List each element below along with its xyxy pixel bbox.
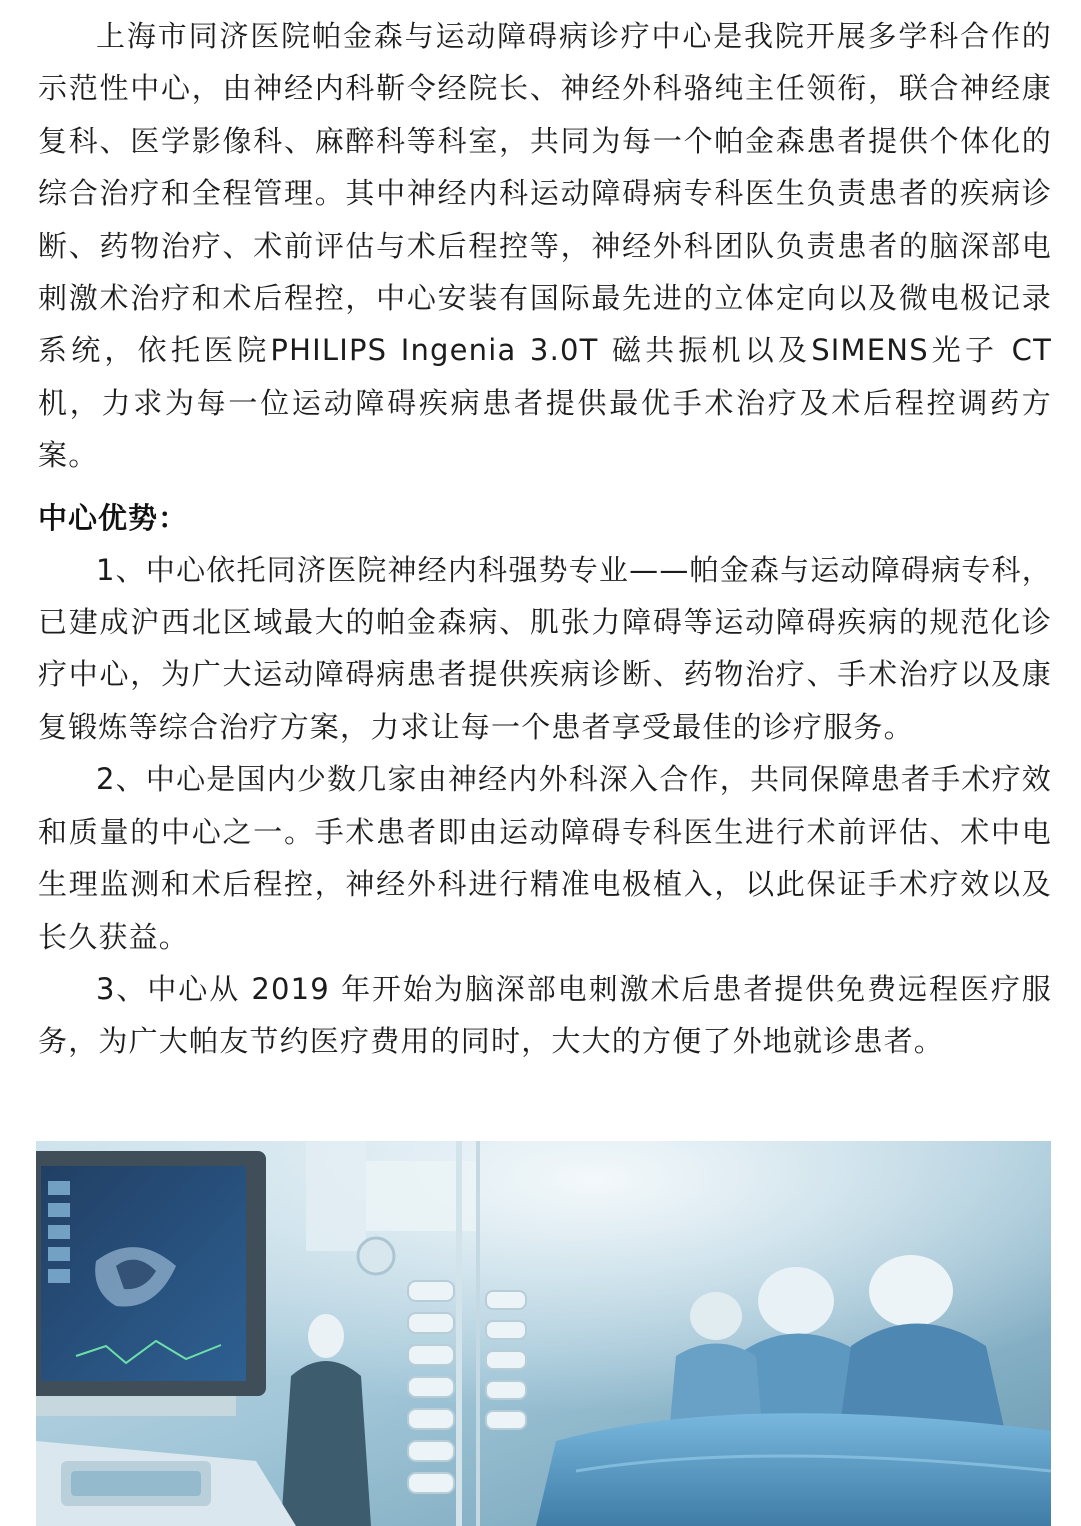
article-body: [38, 10, 1052, 1068]
operating-room-illustration: [36, 1141, 1051, 1526]
advantages-heading: 中心优势：: [38, 500, 189, 535]
advantage-item-3: 3、中心从 2019 年开始为脑深部电刺激术后患者提供免费远程医疗服务，为广大帕友节约医疗费用的同时，大大的方便了外地就诊患者。: [38, 971, 1052, 1059]
intro-paragraph: 上海市同济医院帕金森与运动障碍病诊疗中心是我院开展多学科合作的示范性中心，由神经内科靳令经院长、神经外科骆纯主任领衔，联合神经康复科、医学影像科、麻醉科等科室，共同为每一个帕金森患者提供个体化的综合治疗和全程管理。其中神经内科运动障碍病专科医生负责患者的疾病诊断、药物治疗、术前评估与术后程控等，神经外科团队负责患者的脑深部电刺激术治疗和术后程控，中心安装有国际最先进的立体定向以及微电极记录系统，依托医院PHILIPS Ingenia 3.0T 磁共振机以及SIMENS光子 CT机，力求为每一位运动障碍疾病患者提供最优手术治疗及术后程控调药方案。: [38, 19, 1052, 473]
operating-room-photo: [36, 1141, 1051, 1526]
advantage-item-2: 2、中心是国内少数几家由神经内外科深入合作，共同保障患者手术疗效和质量的中心之一。手术患者即由运动障碍专科医生进行术前评估、术中电生理监测和术后程控，神经外科进行精准电极植入，以此保证手术疗效以及长久获益。: [38, 762, 1052, 954]
advantage-item-1: 1、中心依托同济医院神经内科强势专业——帕金森与运动障碍病专科，已建成沪西北区域最大的帕金森病、肌张力障碍等运动障碍疾病的规范化诊疗中心，为广大运动障碍病患者提供疾病诊断、药物治疗、手术治疗以及康复锻炼等综合治疗方案，力求让每一个患者享受最佳的诊疗服务。: [38, 552, 1052, 744]
